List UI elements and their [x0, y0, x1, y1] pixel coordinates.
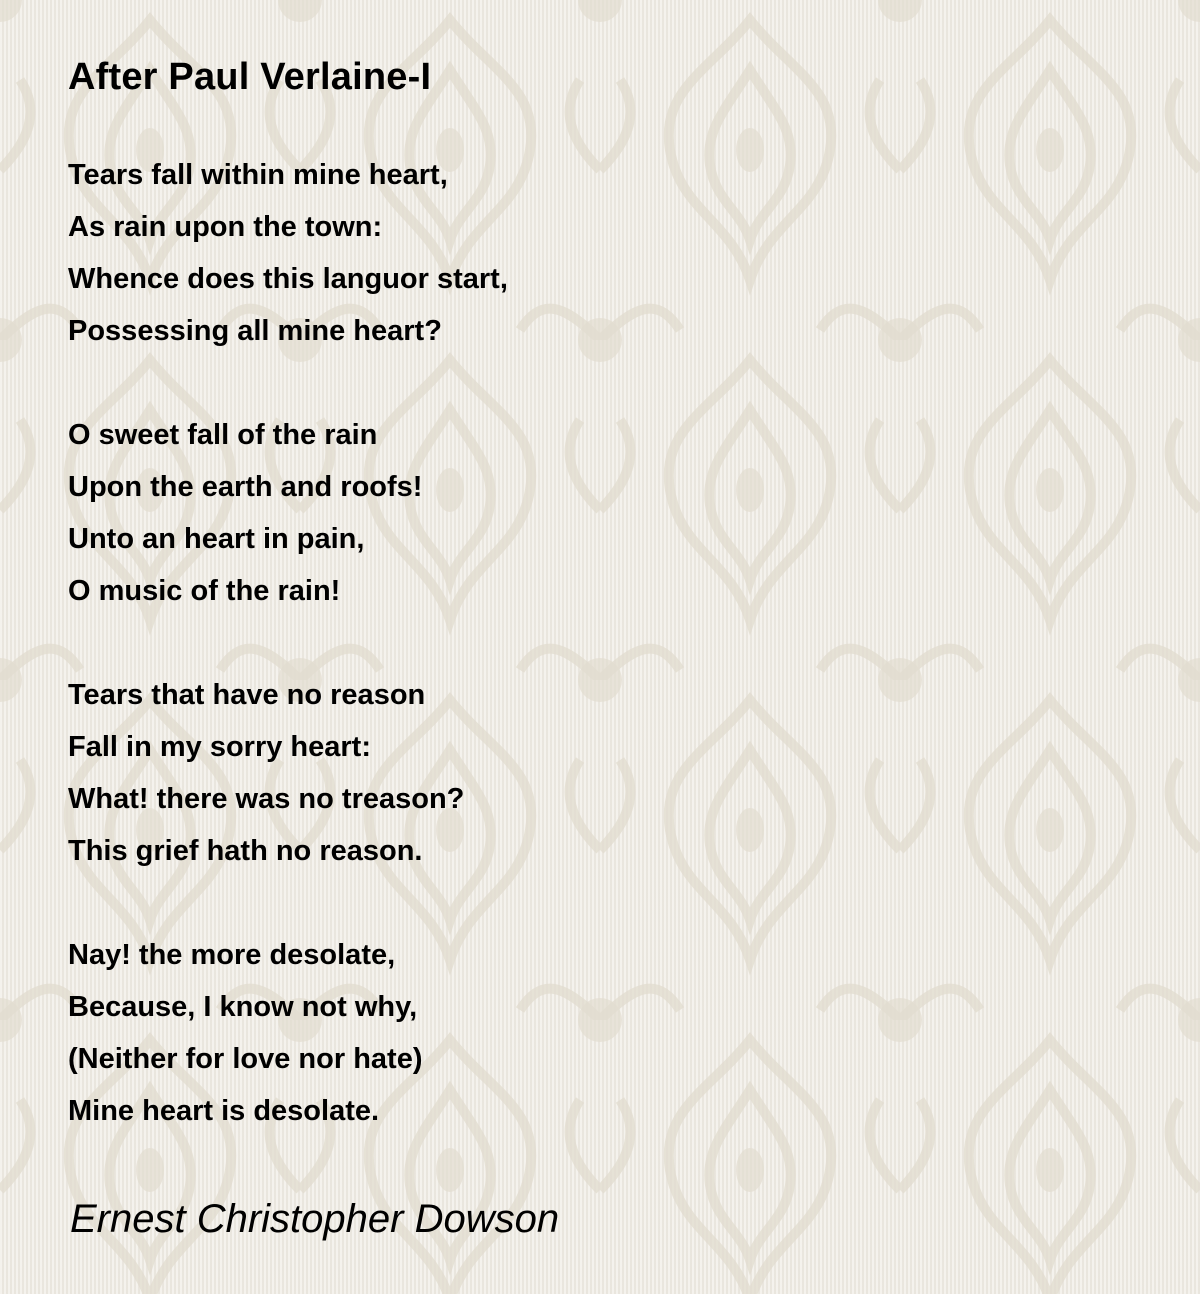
poem-title: After Paul Verlaine-I — [68, 56, 432, 98]
poem-line: Upon the earth and roofs! — [68, 471, 423, 503]
stanza-4 — [68, 929, 1128, 1137]
poem-content — [68, 52, 1128, 1137]
stanza-2 — [68, 409, 1128, 617]
stanza-1 — [68, 149, 1128, 357]
poem-line: As rain upon the town: — [68, 211, 383, 243]
poem-author: Ernest Christopher Dowson — [70, 1197, 560, 1241]
poem-line: Nay! the more desolate, — [68, 939, 396, 971]
poem-line: This grief hath no reason. — [68, 835, 423, 867]
stanza-3 — [68, 669, 1128, 877]
poem-line: What! there was no treason? — [68, 783, 465, 815]
poem-line: O music of the rain! — [68, 575, 341, 607]
poem-body — [68, 149, 1128, 1137]
poem-line: Tears that have no reason — [68, 679, 426, 711]
poem-line: Whence does this languor start, — [68, 263, 508, 295]
poem-line: Because, I know not why, — [68, 991, 418, 1023]
poem-line: Possessing all mine heart? — [68, 315, 442, 347]
poem-line: Tears fall within mine heart, — [68, 159, 448, 191]
poem-line: (Neither for love nor hate) — [68, 1043, 423, 1075]
poem-line: Fall in my sorry heart: — [68, 731, 371, 763]
poem-line: Mine heart is desolate. — [68, 1095, 380, 1127]
poem-line: Unto an heart in pain, — [68, 523, 365, 555]
poem-line: O sweet fall of the rain — [68, 419, 378, 451]
